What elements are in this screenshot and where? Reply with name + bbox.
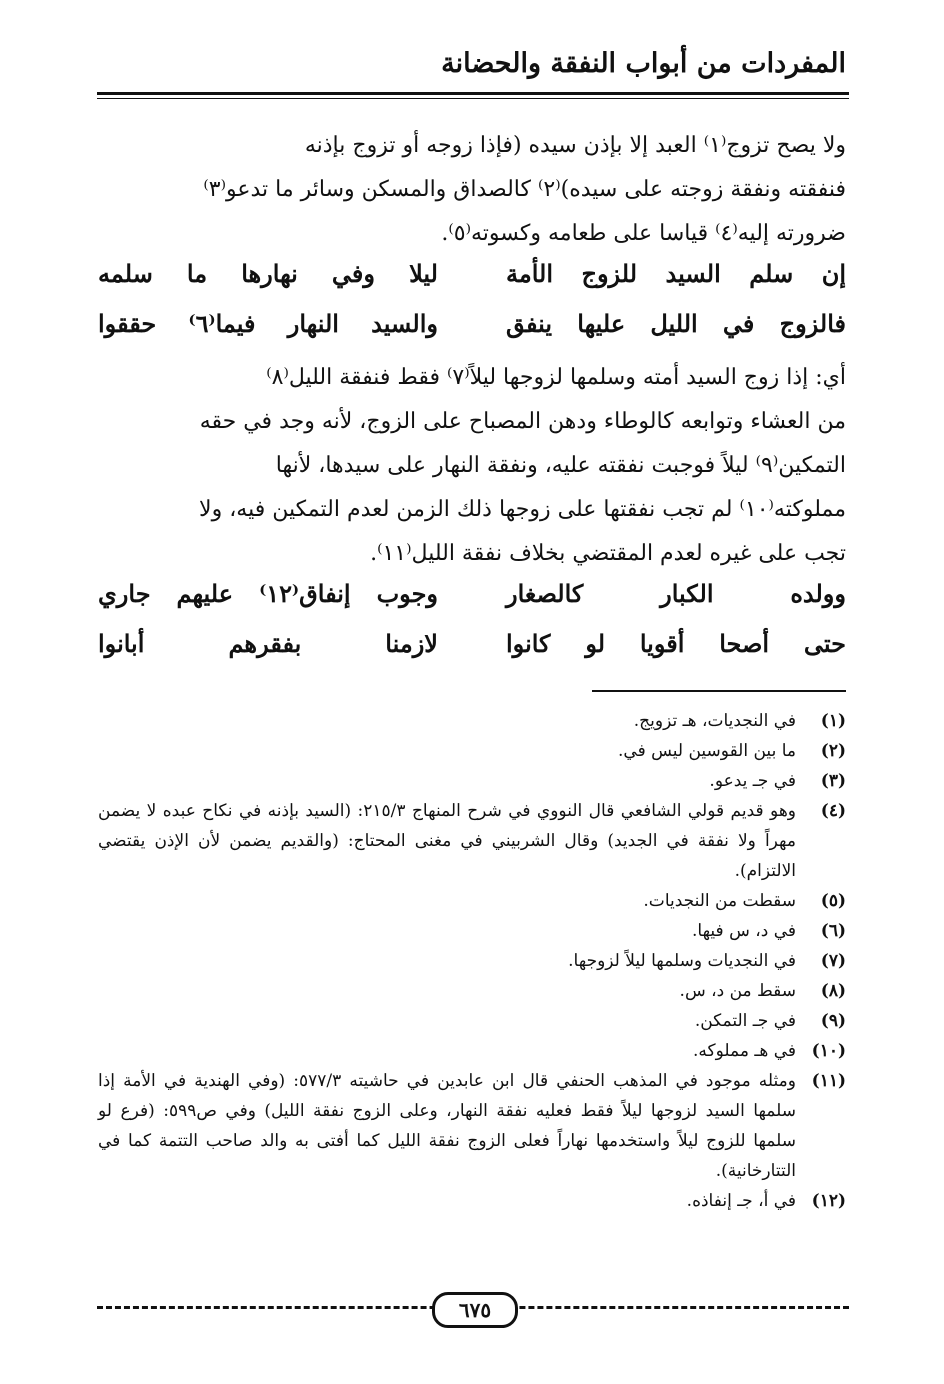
footnote-number: (٤)	[820, 801, 846, 821]
paragraph-1	[98, 124, 846, 256]
footnote-number: (١٠)	[811, 1041, 846, 1061]
page-number: ٦٧٥	[432, 1292, 518, 1328]
footnote	[98, 886, 846, 916]
footnote-text: في النجديات وسلمها ليلاً لزوجها.	[568, 951, 796, 971]
footnote-text: في جـ يدعو.	[709, 771, 796, 791]
header-rule-thin	[97, 98, 849, 99]
footnote	[98, 976, 846, 1006]
footnote-number: (٧)	[820, 951, 846, 971]
footnotes	[98, 706, 846, 1216]
footnote-text: في أ، جـ إنفاذه.	[686, 1191, 796, 1211]
text-line: من العشاء وتوابعه كالوطاء ودهن المصباح على الزوج، لأنه وجد في حقه	[199, 409, 846, 434]
verse-hemistich-second: ليلا وفي نهارها ما سلمه	[98, 258, 438, 288]
verse-line	[98, 248, 846, 298]
footnote-separator	[592, 690, 846, 692]
verse-hemistich-first: إن سلم السيد للزوج الأمة	[506, 258, 846, 288]
footnote	[98, 796, 846, 886]
footnote	[98, 766, 846, 796]
verse-block-2	[98, 568, 846, 668]
footnote	[98, 1006, 846, 1036]
footnote	[98, 1186, 846, 1216]
footnote-text: ما بين القوسين ليس في.	[618, 741, 796, 761]
footnote-text: في هـ مملوكه.	[692, 1041, 796, 1061]
footnote-number: (٢)	[820, 741, 846, 761]
footnote-number: (٣)	[820, 771, 846, 791]
text-line: التمكين⁽٩⁾ ليلاً فوجبت نفقته عليه، ونفقة النهار على سيدها، لأنها	[275, 453, 846, 478]
running-head: المفردات من أبواب النفقة والحضانة	[441, 48, 846, 79]
text-line: تجب على غيره لعدم المقتضي بخلاف نفقة الليل⁽١١⁾.	[370, 541, 846, 566]
footnote-text: سقط من د، س.	[679, 981, 796, 1001]
footnote-number: (٩)	[820, 1011, 846, 1031]
footnote	[98, 1036, 846, 1066]
footnote	[98, 1066, 846, 1186]
text-line: فنفقته ونفقة زوجته على سيده)⁽٢⁾ كالصداق والمسكن وسائر ما تدعو⁽٣⁾	[203, 177, 846, 202]
verse-line	[98, 298, 846, 348]
footnote-number: (٨)	[820, 981, 846, 1001]
verse-line	[98, 618, 846, 668]
footnote-number: (١)	[820, 711, 846, 731]
footnote-text: في جـ التمكن.	[694, 1011, 796, 1031]
verse-hemistich-second: والسيد النهار فيما⁽٦⁾ حققوا	[98, 308, 438, 338]
header-rule	[97, 92, 849, 95]
footnote	[98, 946, 846, 976]
footnote-text: ومثله موجود في المذهب الحنفي قال ابن عابدين في حاشيته ٥٧٧/٣: (وفي الهندية في الأمة إذا سلمها السيد لزوجها ليلاً فقط فعليه نفقة النهار، وعلى الزوج نفقة الليل) وفي ص٥٩٩: (فرع لو سلمها للزوج ليلاً واستخدمها نهاراً فعلى الزوج نفقة الليل كما أفتى به والد صاحب التتمة كما في التتارخانية).	[98, 1071, 797, 1181]
footnote	[98, 706, 846, 736]
footnote-number: (١١)	[811, 1071, 846, 1091]
verse-hemistich-second: وجوب إنفاق⁽١٢⁾ عليهم جاري	[98, 578, 438, 608]
footnote-number: (١٢)	[811, 1191, 846, 1211]
text-line: أي: إذا زوج السيد أمته وسلمها لزوجها ليلاً⁽٧⁾ فقط فنفقة الليل⁽٨⁾	[266, 365, 846, 390]
text-line: مملوكته⁽١٠⁾ لم تجب نفقتها على زوجها ذلك الزمن لعدم التمكين فيه، ولا	[199, 497, 846, 522]
footnote-text: سقطت من النجديات.	[643, 891, 796, 911]
footnote-text: وهو قديم قولي الشافعي قال النووي في شرح المنهاج ٢١٥/٣: (السيد بإذنه في نكاح عبده لا يضمن مهراً ولا نفقة في الجديد) وقال الشربيني في مغنى المحتاج: (والقديم يضمن لأن الإذن يقتضي الالتزام).	[98, 801, 797, 881]
verse-hemistich-first: فالزوج في الليل عليها ينفق	[506, 308, 846, 338]
text-line: ضرورته إليه⁽٤⁾ قياسا على طعامه وكسوته⁽٥⁾.	[441, 221, 846, 246]
footnote-number: (٥)	[820, 891, 846, 911]
verse-hemistich-second: لازمنا بفقرهم أبانوا	[98, 628, 438, 658]
verse-line	[98, 568, 846, 618]
verse-hemistich-first: وولده الكبار كالصغار	[506, 578, 846, 608]
footnote	[98, 736, 846, 766]
footnote	[98, 916, 846, 946]
footnote-number: (٦)	[820, 921, 846, 941]
footnote-text: في النجديات، هـ تزويج.	[633, 711, 796, 731]
verse-block-1	[98, 248, 846, 348]
verse-hemistich-first: حتى أصحا أقويا لو كانوا	[506, 628, 846, 658]
paragraph-2	[98, 356, 846, 576]
text-line: ولا يصح تزوج⁽١⁾ العبد إلا بإذن سيده (فإذا زوجه أو تزوج بإذنه	[304, 133, 846, 158]
footnote-text: في د، س فيها.	[692, 921, 796, 941]
